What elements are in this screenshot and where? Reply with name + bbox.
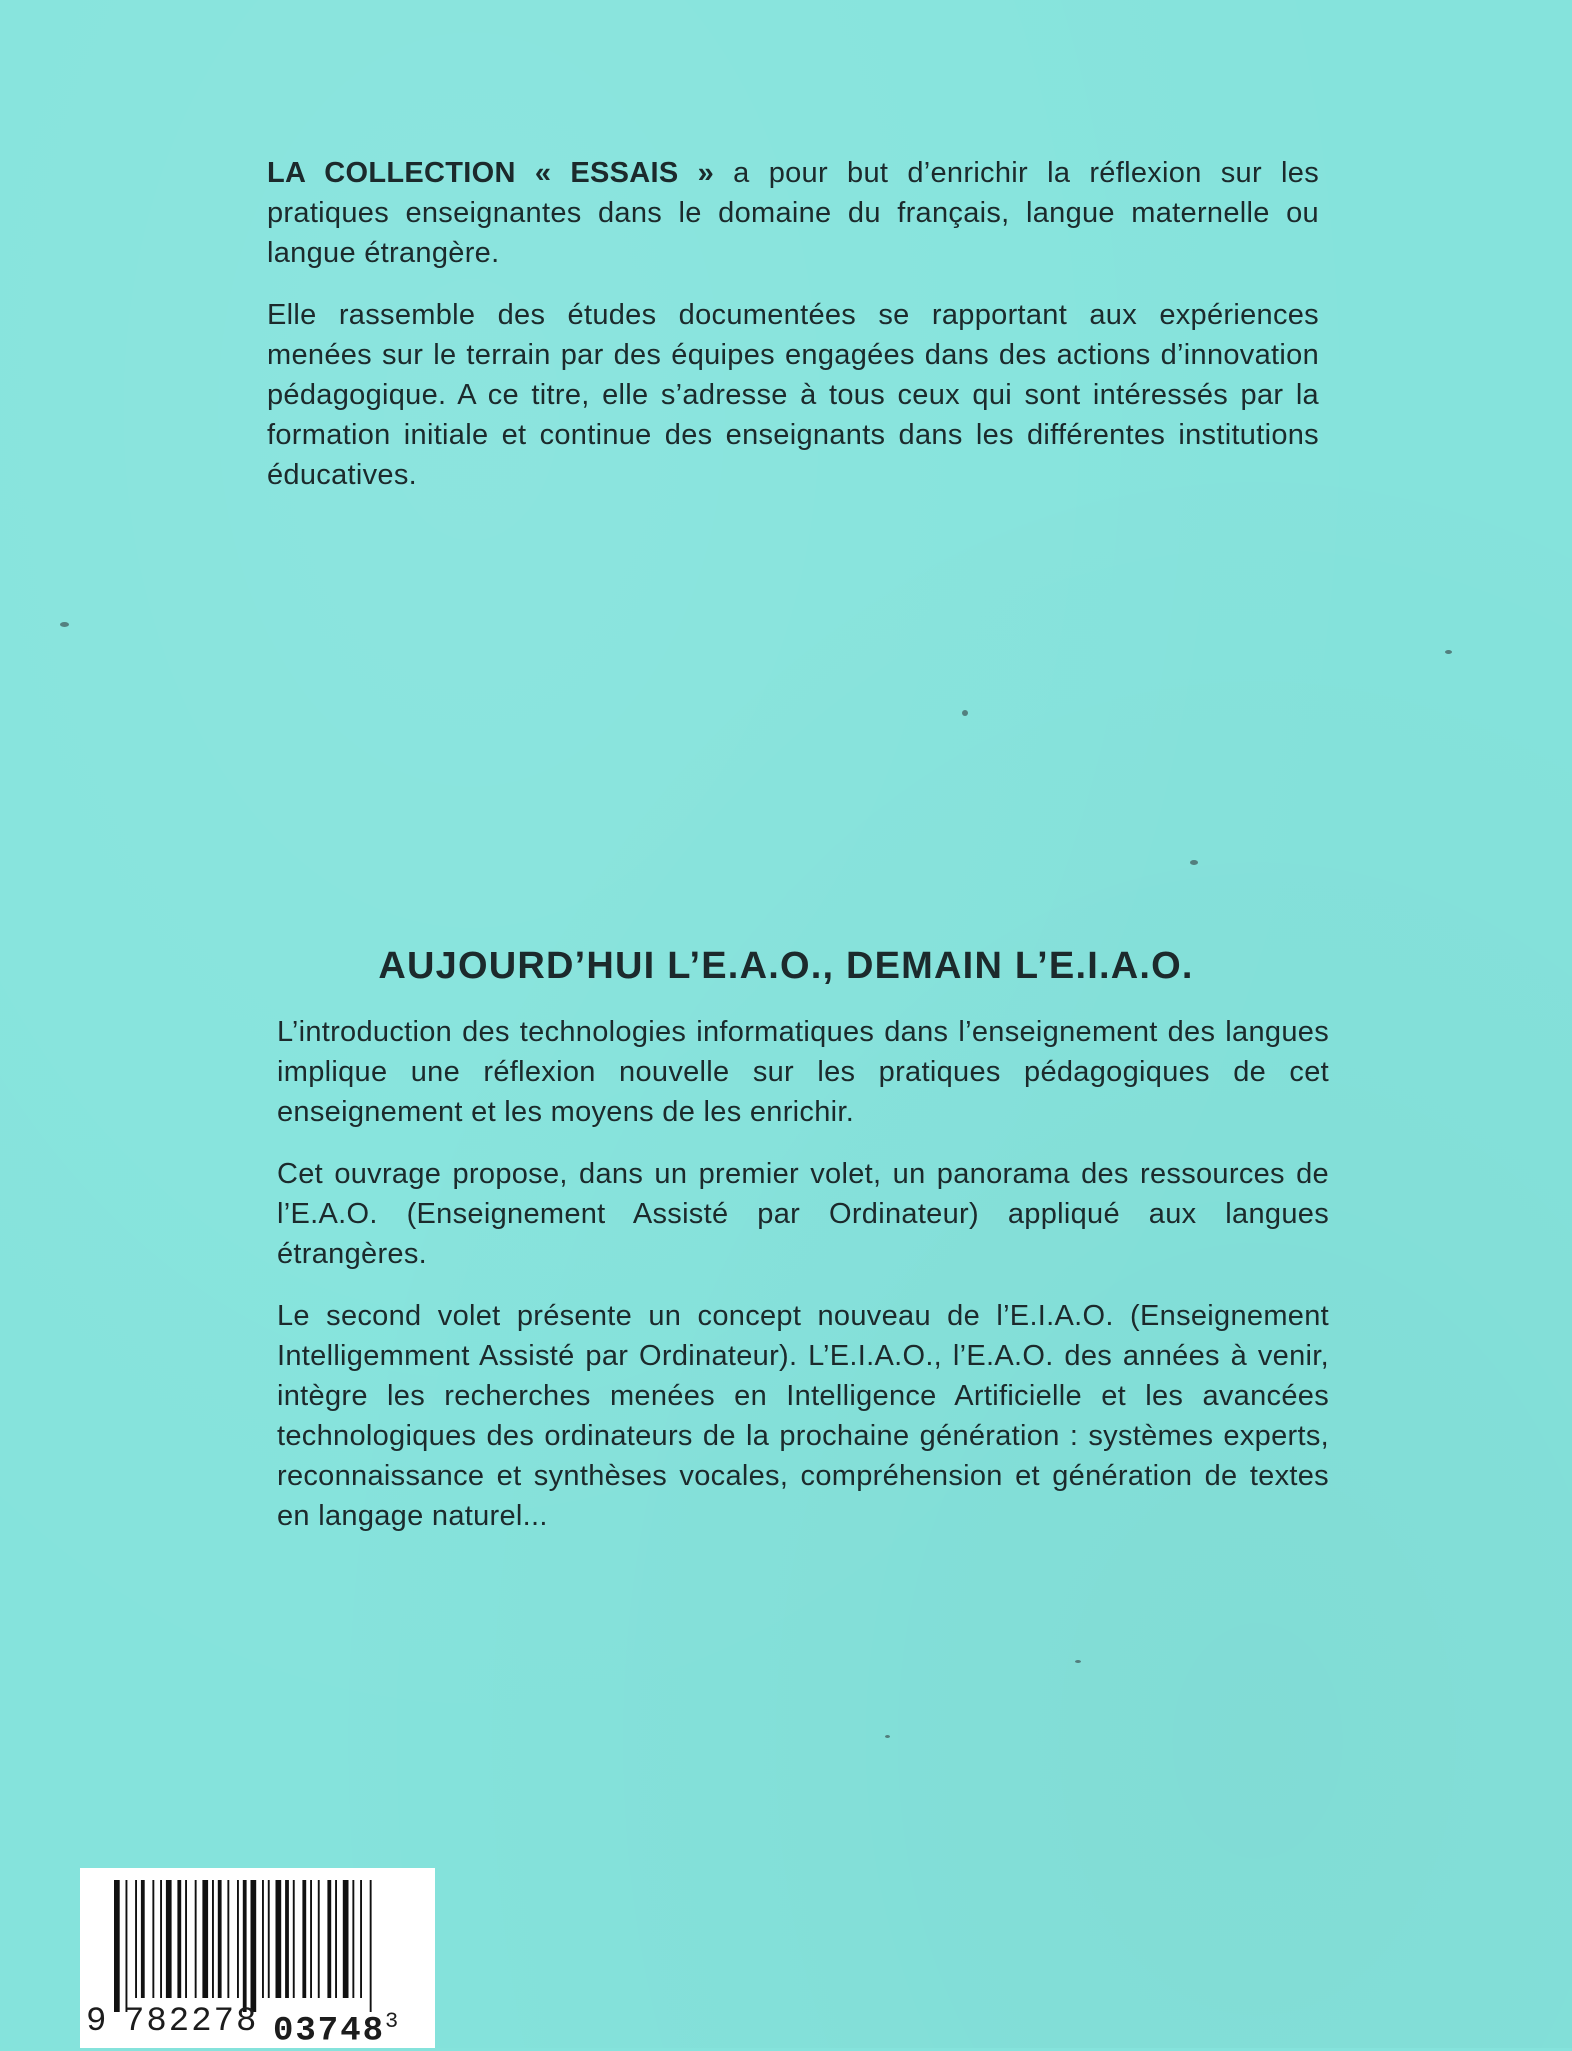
- barcode-bar: [126, 1880, 128, 2012]
- barcode-bar: [141, 1880, 145, 1998]
- print-speck: [1445, 650, 1452, 654]
- barcode-bar: [243, 1880, 247, 2012]
- barcode-bar: [251, 1880, 257, 2012]
- isbn-barcode: [80, 1868, 435, 2051]
- collection-name: LA COLLECTION « ESSAIS »: [267, 157, 715, 189]
- barcode-bar: [218, 1880, 222, 1998]
- print-speck: [1190, 860, 1198, 865]
- barcode-bar: [166, 1880, 172, 1998]
- isbn-last-digit: 3: [385, 2009, 401, 2034]
- barcode-bar: [335, 1880, 337, 1998]
- barcode-bar: [276, 1880, 282, 1998]
- barcode-bar: [302, 1880, 306, 1998]
- isbn-right-group: [273, 2002, 400, 2051]
- print-speck: [60, 622, 69, 627]
- collection-description: [267, 153, 1319, 495]
- barcode-bar: [177, 1880, 181, 1998]
- barcode-bar: [227, 1880, 229, 1998]
- print-speck: [962, 710, 968, 716]
- book-summary: [277, 1012, 1329, 1536]
- barcode-bar: [327, 1880, 331, 1998]
- barcode-bar: [360, 1880, 362, 1998]
- barcode-bar: [195, 1880, 197, 1998]
- isbn-left-group: 782278: [124, 2003, 259, 2041]
- barcode-bar: [352, 1880, 354, 1998]
- print-speck: [885, 1735, 890, 1738]
- barcode-bar: [262, 1880, 264, 1998]
- barcode-bar: [237, 1880, 239, 1998]
- barcode-bar: [293, 1880, 295, 1998]
- barcode-bar: [370, 1880, 372, 2012]
- summary-paragraph-3: Le second volet présente un concept nouveau de l’E.I.A.O. (Enseignement Intelligemment Assisté par Ordinateur). L’E.I.A.O., l’E.A.O. des années à venir, intègre les recherches menées en Intelligence Artificielle et les avancées technologiques des ordinateurs de la prochaine génération : systèmes experts, reconnaissance et synthèses vocales, compréhension et génération de textes en langage naturel...: [277, 1300, 1329, 1532]
- collection-intro-text: a pour but d’enrichir la réflexion sur les pratiques enseignantes dans le domaine du français, langue maternelle ou langue étrangère.: [267, 157, 1320, 269]
- barcode-bar: [202, 1880, 208, 1998]
- barcode-bar: [268, 1880, 270, 1998]
- collection-paragraph: Elle rassemble des études documentées se rapportant aux expériences menées sur le terrain par des équipes engagées dans des actions d’innovation pédagogique. A ce titre, elle s’adresse à tous ceux qui sont intéressés par la formation initiale et continue des enseignants dans les différentes institutions éducatives.: [267, 299, 1319, 491]
- barcode-bar: [185, 1880, 187, 1998]
- barcode-bar: [212, 1880, 214, 1998]
- print-speck: [1075, 1660, 1081, 1663]
- summary-paragraph-1: L’introduction des technologies informatiques dans l’enseignement des langues implique une réflexion nouvelle sur les pratiques pédagogiques de cet enseignement et les moyens de les enrichir.: [277, 1016, 1329, 1128]
- barcode-bar: [152, 1880, 154, 1998]
- isbn-first-digit: 9: [86, 2003, 107, 2041]
- collection-intro: [267, 153, 1319, 273]
- isbn-right-digits: 03748: [273, 2012, 386, 2051]
- barcode-bar: [160, 1880, 162, 1998]
- barcode-bar: [310, 1880, 312, 1998]
- barcode-bar: [343, 1880, 349, 1998]
- barcode-bar: [114, 1880, 120, 2012]
- barcode-bar: [135, 1880, 137, 1998]
- summary-paragraph-2: Cet ouvrage propose, dans un premier volet, un panorama des ressources de l’E.A.O. (Enseignement Assisté par Ordinateur) appliqué aux langues étrangères.: [277, 1158, 1329, 1270]
- book-title: AUJOURD’HUI L’E.A.O., DEMAIN L’E.I.A.O.: [378, 945, 1194, 988]
- barcode-bar: [318, 1880, 320, 1998]
- barcode-bar: [285, 1880, 289, 1998]
